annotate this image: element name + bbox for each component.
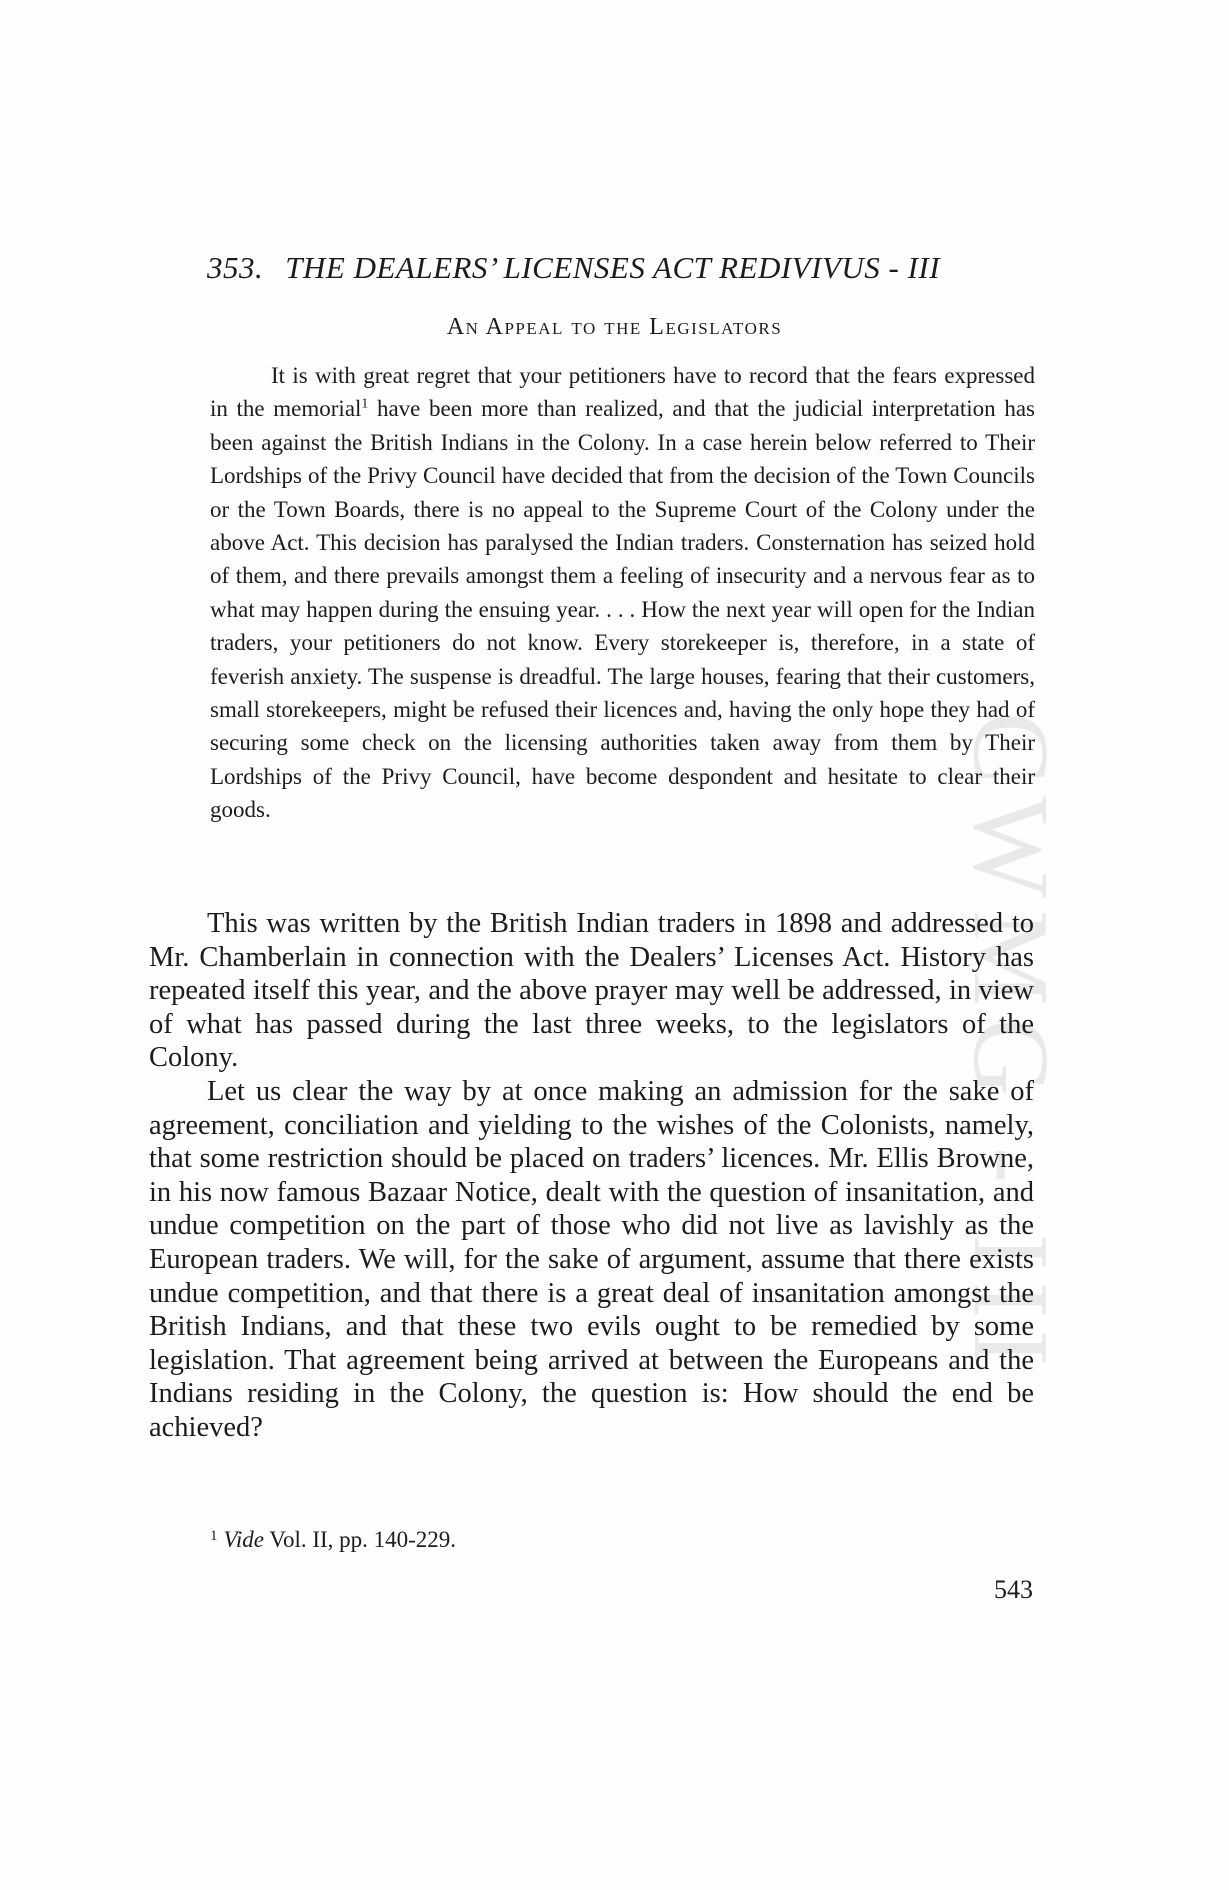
article-title: THE DEALERS’ LICENSES ACT REDIVIVUS - III	[285, 250, 941, 285]
quote-paragraph	[210, 359, 1035, 827]
footnote-text: Vol. II, pp. 140-229.	[269, 1527, 457, 1552]
footnote-vide: Vide	[223, 1527, 264, 1552]
watermark-text: CWMG - III	[951, 712, 1070, 1378]
page-number: 543	[994, 1575, 1033, 1604]
quote-text-after-note: have been more than realized, and that the judicial interpretation has been against the British Indians in the Colony. In a case herein below referred to Their Lordships of the Privy Council have decided that from the decision of the Town Councils or the Town Boards, there is no appeal to the Supreme Court of the Colony under the above Act. This decision has paralysed the Indian traders. Consternation has seized hold of them, and there prevails amongst them a feeling of insecurity and a nervous fear as to what may happen during the ensuing year. . . . How the next year will open for the Indian traders, your petitioners do not know. Every storekeeper is, therefore, in a state of feverish anxiety. The suspense is dreadful. The large houses, fearing that their customers, small storekeepers, might be refused their licences and, having the only hope they had of securing some check on the licensing authorities taken away from them by Their Lordships of the Privy Council, have become despondent and hesitate to clear their goods.	[210, 396, 1035, 823]
quote-text-before-note: It is with great regret that your petitioners have to record that the fears expressed in the memorial	[210, 363, 1035, 422]
article-number: 353.	[207, 250, 264, 285]
article-heading	[207, 250, 940, 286]
body-text	[149, 907, 1034, 1445]
block-quote	[210, 359, 1035, 827]
footnote-reference: 1	[361, 396, 369, 412]
body-paragraph: Let us clear the way by at once making an admission for the sake of agreement, conciliation and yielding to the wishes of the Colonists, namely, that some restriction should be placed on traders’ licences. Mr. Ellis Browne, in his now famous Bazaar Notice, dealt with the question of insanitation, and undue competition on the part of those who did not live as lavishly as the European traders. We will, for the sake of argument, assume that there exists undue competition, and that there is a great deal of insanitation amongst the British Indians, and that these two evils ought to be remedied by some legislation. That agreement being arrived at between the Europeans and the Indians residing in the Colony, the question is: How should the end be achieved?	[149, 1075, 1034, 1443]
footnote	[210, 1527, 456, 1553]
body-paragraph: This was written by the British Indian traders in 1898 and addressed to Mr. Chamberlain in connection with the Dealers’ Licenses Act. History has repeated itself this year, and the above prayer may well be addressed, in view of what has passed during the last three weeks, to the legislators of the Colony.	[149, 908, 1034, 1074]
article-subheading: An Appeal to the Legislators	[446, 314, 783, 340]
footnote-mark: 1	[210, 1528, 218, 1544]
